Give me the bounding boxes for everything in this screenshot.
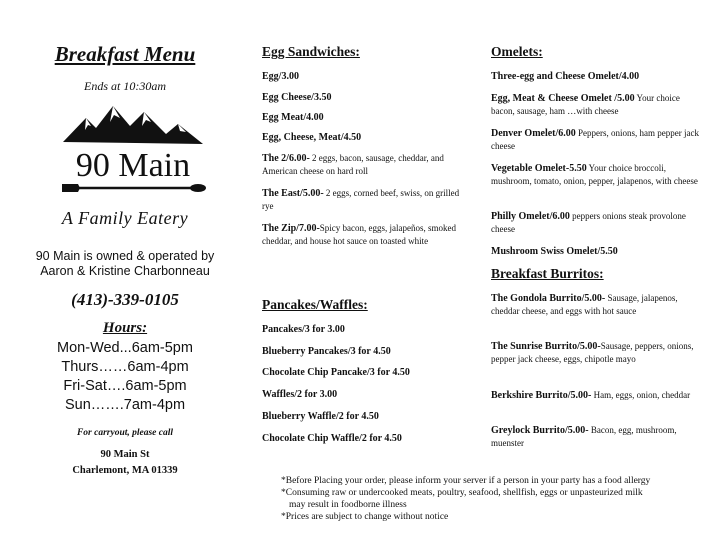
menu-item: Pancakes/3 for 3.00: [262, 324, 345, 335]
owners-text: [20, 249, 230, 279]
note-line: *Prices are subject to change without notice: [281, 512, 449, 522]
phone-number[interactable]: (413)-339-0105: [71, 290, 179, 309]
menu-item: Blueberry Pancakes/3 for 4.50: [262, 346, 391, 357]
address: [20, 447, 230, 479]
hours-list: [20, 339, 230, 415]
menu-item: Denver Omelet/6.00 Peppers, onions, ham pepper jack cheese: [491, 128, 700, 151]
menu-item: Egg Cheese/3.50: [262, 92, 332, 103]
menu-item: Waffles/2 for 3.00: [262, 389, 338, 400]
address-line: Charlemont, MA 01339: [72, 465, 178, 476]
hours-line: Thurs……6am-4pm: [61, 359, 189, 375]
note-line: *Consuming raw or undercooked meats, poultry, seafood, shellfish, eggs or unpasteurized milk: [281, 488, 643, 498]
footer-notes: [281, 475, 701, 523]
menu-title: Breakfast Menu: [54, 42, 196, 66]
menu-item: Chocolate Chip Pancake/3 for 4.50: [262, 367, 410, 378]
omelets-title: Omelets:: [491, 44, 543, 59]
ends-time: Ends at 10:30am: [84, 79, 166, 93]
restaurant-logo: [58, 104, 208, 204]
hours-line: Mon-Wed...6am-5pm: [57, 340, 193, 356]
menu-item: The 2/6.00- 2 eggs, bacon, sausage, cheddar, and American cheese on hard roll: [262, 153, 444, 176]
note-line: *Before Placing your order, please inform your server if a person in your party has a food allergy: [281, 476, 651, 486]
menu-item: Egg Meat/4.00: [262, 112, 324, 123]
menu-item: Blueberry Waffle/2 for 4.50: [262, 411, 379, 422]
menu-item: Vegetable Omelet-5.50 Your choice broccoli, mushroom, tomato, onion, pepper, jalapenos, with cheese: [491, 163, 698, 186]
logo-text: 90 Main: [75, 147, 191, 184]
menu-item: The Zip/7.00-Spicy bacon, eggs, jalapeños, smoked cheddar, and house hot sauce on toasted white: [262, 223, 457, 246]
owners-line: Aaron & Kristine Charbonneau: [40, 264, 210, 278]
address-line: 90 Main St: [100, 449, 150, 460]
menu-item: Egg, Cheese, Meat/4.50: [262, 132, 362, 143]
hours-title: Hours:: [102, 320, 148, 336]
hours-line: Fri-Sat….6am-5pm: [63, 378, 187, 394]
owners-line: 90 Main is owned & operated by: [35, 249, 215, 263]
menu-item: The Sunrise Burrito/5.00-Sausage, peppers, onions, pepper jack cheese, eggs, chipotle mayo: [491, 341, 694, 364]
note-line: may result in foodborne illness: [289, 500, 407, 510]
burritos-title: Breakfast Burritos:: [491, 266, 604, 281]
menu-item: Egg/3.00: [262, 71, 299, 82]
carryout-note: For carryout, please call: [76, 428, 174, 438]
egg-sandwiches-title: Egg Sandwiches:: [262, 44, 360, 59]
tagline: A Family Eatery: [61, 208, 189, 228]
menu-item: Berkshire Burrito/5.00- Ham, eggs, onion, cheddar: [491, 390, 691, 401]
pancakes-title: Pancakes/Waffles:: [262, 297, 368, 312]
menu-item: Egg, Meat & Cheese Omelet /5.00 Your choice bacon, sausage, ham …with cheese: [491, 93, 680, 116]
menu-item: Philly Omelet/6.00 peppers onions steak provolone cheese: [491, 211, 686, 234]
fork-knife-icon: [62, 184, 206, 192]
menu-item: Mushroom Swiss Omelet/5.50: [491, 246, 618, 257]
menu-item: The East/5.00- 2 eggs, corned beef, swiss, on grilled rye: [262, 188, 460, 211]
menu-item: Three-egg and Cheese Omelet/4.00: [491, 71, 640, 82]
menu-item: The Gondola Burrito/5.00- Sausage, jalapenos, cheddar cheese, and eggs with hot sauce: [491, 293, 678, 316]
mountain-icon: [63, 106, 203, 144]
menu-item: Chocolate Chip Waffle/2 for 4.50: [262, 433, 402, 444]
menu-item: Greylock Burrito/5.00- Bacon, egg, mushroom, muenster: [491, 425, 677, 448]
hours-line: Sun…….7am-4pm: [64, 397, 186, 413]
